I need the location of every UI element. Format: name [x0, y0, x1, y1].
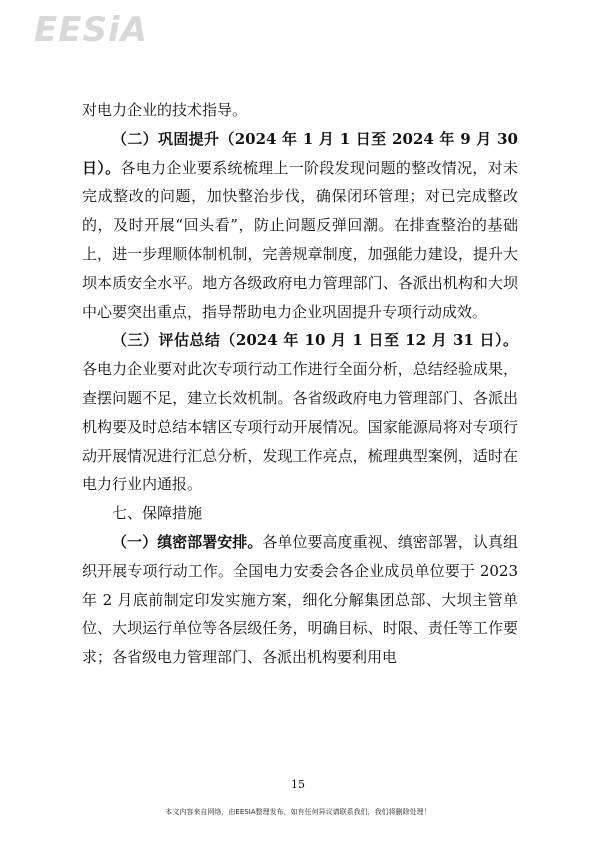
paragraph-deployment — [82, 528, 518, 672]
page-number: 15 — [291, 778, 305, 791]
evaluation-text: 各电力企业要对此次专项行动工作进行全面分析，总结经验成果，查摆问题不足，建立长效机制。各省级政府电力管理部门、各派出机构要及时总结本辖区专项行动开展情况。国家能源局将对专项行动开展情况进行汇总分析，发现工作亮点，梳理典型案例，适时在电力行业内通报。 — [82, 360, 518, 494]
paragraph-continuation: 对电力企业的技术指导。 — [82, 101, 248, 119]
consolidation-text: 各电力企业要系统梳理上一阶段发现问题的整改情况，对未完成整改的问题，加快整治步伐，确保闭环管理；对已完成整改的，及时开展“回头看”，防止问题反弹回潮。在排查整治的基础上，进一步理顺体制机制，完善规章制度，加强能力建设，提升大坝本质安全水平。地方各级政府电力管理部门、各派出机构和大坝中心要突出重点，指导帮助电力企业巩固提升专项行动成效。 — [82, 158, 518, 321]
section-heading-safeguards: 七、保障措施 — [112, 504, 203, 523]
paragraph-evaluation — [82, 326, 518, 499]
footer-disclaimer: 本文内容来自网络，由EESIA整理发布，如有任何异议请联系我们，我们将删除处理！ — [165, 808, 431, 816]
paragraph-consolidation — [82, 125, 518, 327]
document-body — [82, 96, 518, 672]
deployment-text: 各单位要高度重视、缜密部署，认真组织开展专项行动工作。全国电力安委会各企业成员单位要于 2023 年 2 月底前制定印发实施方案，细化分解集团总部、大坝主管单位、大坝运行单位等各层级任务，明确目标、时限、责任等工作要求；各省级电力管理部门、各派出机构要利用电 — [82, 532, 518, 667]
evaluation-heading: （三）评估总结（2024 年 10 月 1 日至 12 月 31 日）。 — [112, 331, 518, 350]
consolidation-heading: （二）巩固提升（2024 年 1 月 1 日至 2024 年 9 月 30 日）。 — [82, 129, 518, 177]
eesia-watermark-logo: EESiA — [34, 10, 148, 50]
deployment-heading: （一）缜密部署安排。 — [112, 532, 263, 551]
